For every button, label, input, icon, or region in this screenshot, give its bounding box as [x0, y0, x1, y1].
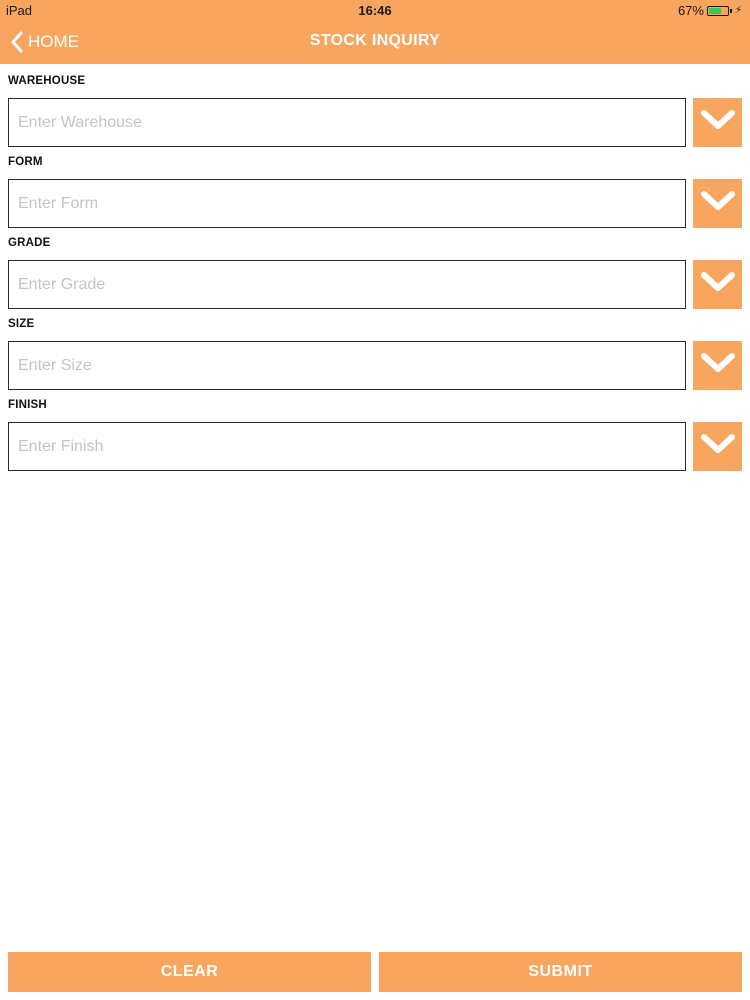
- finish-input[interactable]: [8, 422, 686, 471]
- chevron-down-icon: [700, 352, 736, 379]
- finish-field-group: [0, 388, 750, 469]
- warehouse-dropdown-button[interactable]: [693, 98, 742, 147]
- chevron-down-icon: [700, 109, 736, 136]
- warehouse-field-group: [0, 64, 750, 145]
- grade-label: GRADE: [8, 237, 51, 249]
- submit-button[interactable]: SUBMIT: [379, 952, 742, 992]
- size-dropdown-button[interactable]: [693, 341, 742, 390]
- warehouse-input[interactable]: [8, 98, 686, 147]
- chevron-down-icon: [700, 433, 736, 460]
- size-field-group: [0, 307, 750, 388]
- header: [0, 0, 750, 64]
- grade-dropdown-button[interactable]: [693, 260, 742, 309]
- charging-icon: ⚡: [734, 5, 742, 16]
- form-field-group: [0, 145, 750, 226]
- size-input[interactable]: [8, 341, 686, 390]
- footer-actions: [0, 952, 750, 992]
- chevron-down-icon: [700, 271, 736, 298]
- grade-input[interactable]: [8, 260, 686, 309]
- finish-dropdown-button[interactable]: [693, 422, 742, 471]
- finish-label: FINISH: [8, 399, 47, 411]
- chevron-down-icon: [700, 190, 736, 217]
- grade-field-group: [0, 226, 750, 307]
- battery-fill: [709, 8, 721, 14]
- form-input[interactable]: [8, 179, 686, 228]
- form-label: FORM: [8, 156, 43, 168]
- battery-icon: [707, 6, 729, 16]
- size-label: SIZE: [8, 318, 35, 330]
- battery-indicator: [678, 3, 742, 18]
- device-name: iPad: [6, 3, 33, 18]
- battery-percent: 67%: [677, 3, 704, 18]
- status-time: 16:46: [358, 3, 392, 18]
- battery-tip: [730, 9, 732, 13]
- status-bar: [0, 0, 750, 22]
- page-title: STOCK INQUIRY: [309, 32, 441, 49]
- back-label: HOME: [28, 32, 79, 51]
- warehouse-label: WAREHOUSE: [8, 75, 86, 87]
- clear-button[interactable]: CLEAR: [8, 952, 371, 992]
- form-dropdown-button[interactable]: [693, 179, 742, 228]
